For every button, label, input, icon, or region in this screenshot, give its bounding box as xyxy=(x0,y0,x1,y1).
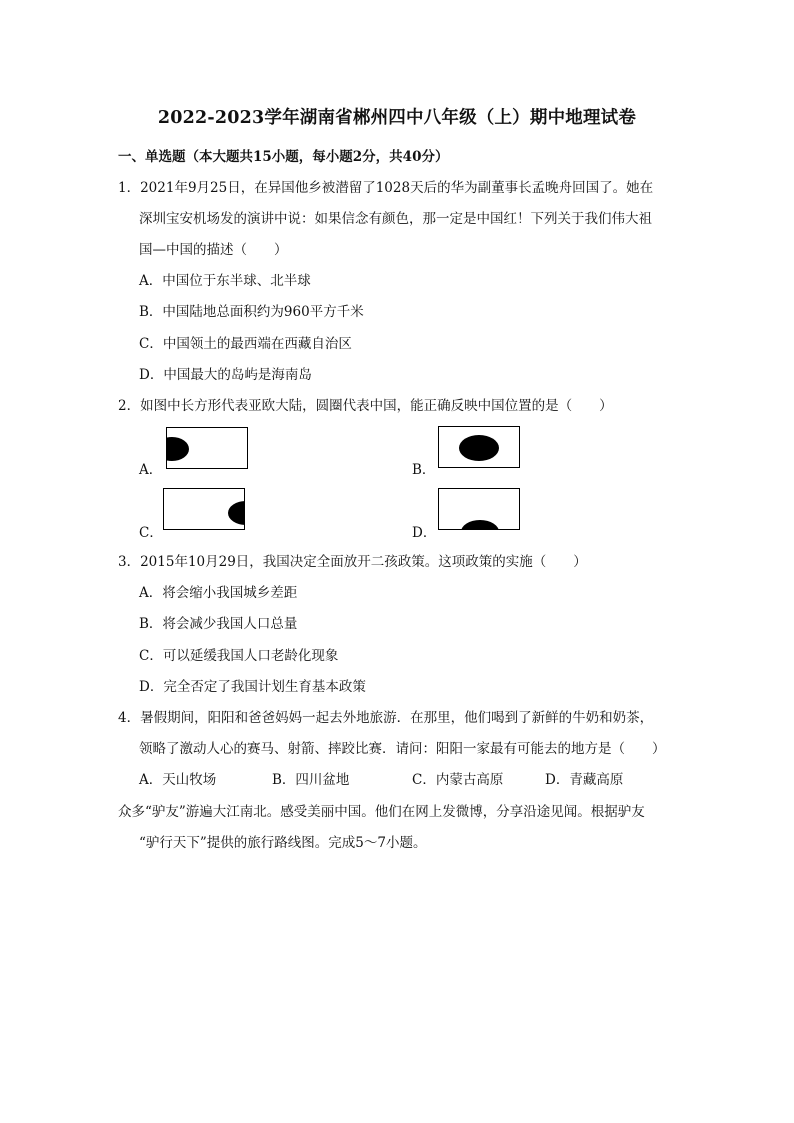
china-circle-east-edge xyxy=(228,501,245,525)
q4-option-d: D．青藏高原 xyxy=(545,772,624,788)
q2-option-c-label: C． xyxy=(139,525,163,541)
q1-option-c: C．中国领土的最西端在西藏自治区 xyxy=(139,336,352,352)
q4-stem-line-1: 4．暑假期间，阳阳和爸爸妈妈一起去外地旅游．在那里，他们喝到了新鲜的牛奶和奶茶， xyxy=(118,710,654,726)
q4-option-c: C．内蒙古高原 xyxy=(412,772,504,788)
q3-stem: 3．2015年10月29日，我国决定全面放开二孩政策。这项政策的实施（ ） xyxy=(118,554,587,570)
q1-option-b: B．中国陆地总面积约为960平方千米 xyxy=(139,304,364,320)
q2-option-b-label: B． xyxy=(412,462,436,478)
q2-option-b-figure xyxy=(438,426,520,468)
q1-option-d: D．中国最大的岛屿是海南岛 xyxy=(139,367,312,383)
passage-line-2: “驴行天下”提供的旅行路线图。完成5～7小题。 xyxy=(139,835,427,851)
q4-option-b: B．四川盆地 xyxy=(272,772,350,788)
q2-option-d-label: D． xyxy=(412,525,437,541)
q2-option-a-figure xyxy=(166,427,248,469)
document-title: 2022-2023学年湖南省郴州四中八年级（上）期中地理试卷 xyxy=(157,108,637,128)
china-circle-center xyxy=(459,435,499,461)
q2-option-c-figure xyxy=(163,488,245,530)
q2-stem: 2．如图中长方形代表亚欧大陆，圆圈代表中国，能正确反映中国位置的是（ ） xyxy=(118,398,613,414)
q3-option-a: A．将会缩小我国城乡差距 xyxy=(139,585,298,601)
q3-option-c: C．可以延缓我国人口老龄化现象 xyxy=(139,648,339,664)
section-heading: 一、单选题（本大题共15小题，每小题2分，共40分） xyxy=(118,149,449,165)
china-circle-west-edge xyxy=(166,437,189,461)
china-circle-south-edge xyxy=(461,520,499,530)
q1-stem-line-2: 深圳宝安机场发的演讲中说：如果信念有颜色，那一定是中国红！下列关于我们伟大祖 xyxy=(139,211,652,227)
q4-stem-line-2: 领略了激动人心的赛马、射箭、摔跤比赛．请问：阳阳一家最有可能去的地方是（ ） xyxy=(139,741,666,757)
q1-stem-line-1: 1．2021年9月25日，在异国他乡被潜留了1028天后的华为副董事长孟晚舟回国了。她在 xyxy=(118,180,654,196)
q3-option-d: D．完全否定了我国计划生育基本政策 xyxy=(139,679,366,695)
q4-option-a: A．天山牧场 xyxy=(139,772,217,788)
q1-stem-line-3: 国—中国的描述（ ） xyxy=(139,242,288,258)
q3-option-b: B．将会减少我国人口总量 xyxy=(139,616,298,632)
q2-option-d-figure xyxy=(438,488,520,530)
q1-option-a: A．中国位于东半球、北半球 xyxy=(139,273,311,289)
q2-option-a-label: A． xyxy=(139,462,163,478)
passage-line-1: 众多“驴友”游遍大江南北。感受美丽中国。他们在网上发微博，分享沿途见闻。根据驴友 xyxy=(118,804,645,820)
